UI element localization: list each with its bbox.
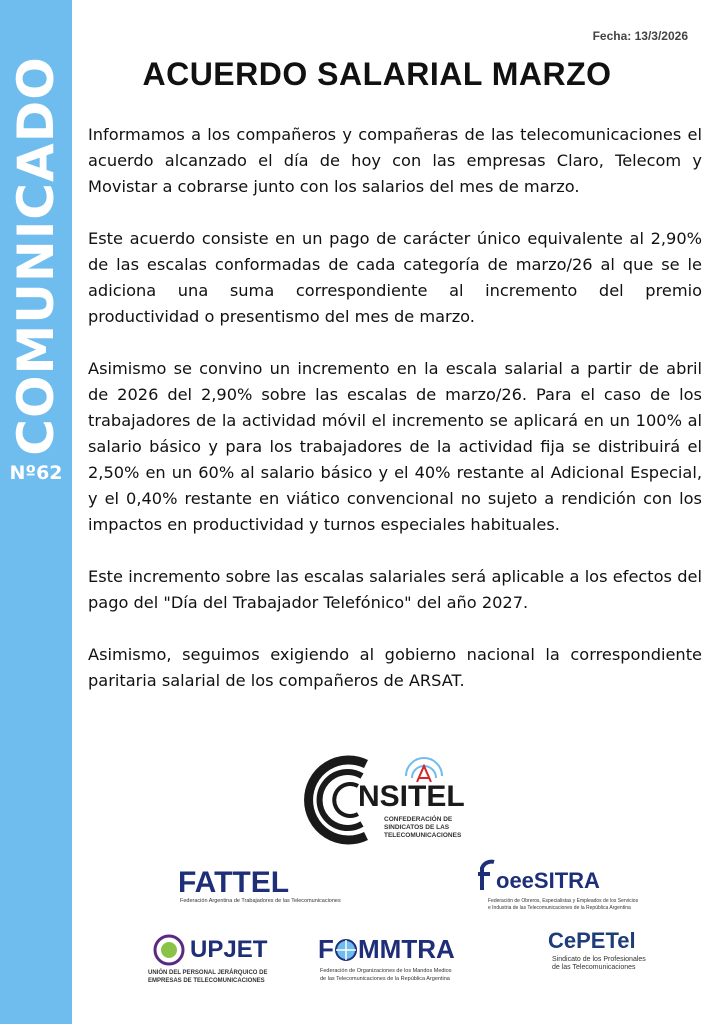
cepetel-sub1: Sindicato de los Profesionales	[552, 956, 646, 963]
fattel-logo	[178, 866, 341, 906]
fommtra-sub2: de las Telecomunicaciones de la República Argentina	[320, 976, 450, 982]
cepetel-logo	[548, 928, 668, 978]
paragraph: Este incremento sobre las escalas salariales será aplicable a los efectos del pago del "Día del Trabajador Telefónico" del año 2027.	[88, 567, 702, 612]
upjet-emblem-icon	[152, 934, 186, 966]
fommtra-globe-icon	[334, 938, 358, 962]
consitel-line2: SINDICATOS DE LAS	[384, 824, 450, 831]
sidebar-label: COMUNICADO	[7, 56, 65, 456]
consitel-line1: CONFEDERACIÓN DE	[384, 816, 453, 823]
foeesitra-logo	[476, 856, 639, 916]
paragraph: Informamos a los compañeros y compañeras de las telecomunicaciones el acuerdo alcanzado el día de hoy con las empresas Claro, Telecom y Movistar a cobrarse junto con los salarios del mes de marzo.	[88, 125, 702, 196]
date: Fecha: 13/3/2026	[592, 29, 688, 43]
consitel-logo	[300, 750, 490, 850]
upjet-name: UPJET	[190, 936, 268, 963]
consitel-name: NSITEL	[358, 780, 465, 813]
fommtra-name: MMTRA	[358, 934, 455, 964]
foeesitra-f-icon	[476, 858, 498, 892]
upjet-logo	[148, 930, 288, 990]
upjet-sub2: EMPRESAS DE TELECOMUNICACIONES	[148, 978, 265, 984]
fattel-sub: Federación Argentina de Trabajadores de las Telecomunicaciones	[180, 898, 341, 904]
paragraph: Asimismo, seguimos exigiendo al gobierno nacional la correspondiente paritaria salarial de los compañeros de ARSAT.	[88, 645, 702, 690]
fommtra-sub1: Federación de Organizaciones de los Mandos Medios	[320, 968, 452, 974]
sidebar	[0, 0, 72, 1024]
foeesitra-name: oeeSITRA	[496, 868, 600, 893]
foeesitra-sub1: Federación de Obreros, Especialistas y Empleados de los Servicios	[488, 898, 639, 904]
cepetel-name: CePETel	[548, 928, 636, 953]
fommtra-f-glyph: F	[318, 934, 334, 964]
foeesitra-sub2: e Industria de las Telecomunicaciones de la República Argentina	[488, 905, 631, 911]
upjet-sub1: UNIÓN DEL PERSONAL JERÁRQUICO DE	[148, 970, 268, 976]
page-title: ACUERDO SALARIAL MARZO	[142, 56, 612, 92]
body	[88, 122, 702, 720]
paragraph: Asimismo se convino un incremento en la escala salarial a partir de abril de 2026 del 2,90% sobre las escalas de marzo/26. Para el caso de los trabajadores de la actividad móvil el incremento se aplicará en un 100% al salario básico y para los trabajadores de la actividad fija se distribuirá el 2,50% en un 60% al salario básico y el 40% restante al Adicional Especial, y el 0,40% restante en viático convencional no sujeto a rendición con los impactos en productividad y turnos especiales habituales.	[88, 359, 702, 534]
paragraph: Este acuerdo consiste en un pago de carácter único equivalente al 2,90% de las escalas conformadas de cada categoría de marzo/26 al que se le adiciona una suma correspondiente al incremento del premio productividad o presentismo del mes de marzo.	[88, 229, 702, 326]
consitel-line3: TELECOMUNICACIONES	[384, 832, 462, 839]
bulletin-number: Nº62	[9, 462, 63, 484]
fattel-name: FATTEL	[178, 866, 290, 899]
fommtra-logo	[318, 930, 478, 990]
cepetel-sub2: de las Telecomunicaciones	[552, 964, 636, 971]
